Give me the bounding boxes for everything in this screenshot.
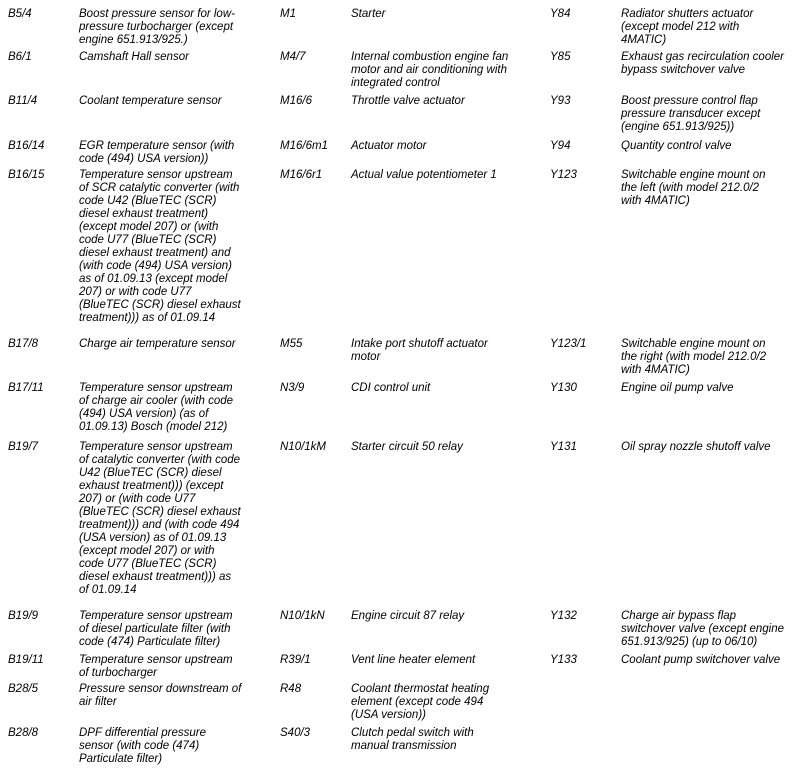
legend-code: Y93 [550, 95, 571, 107]
legend-code: M16/6m1 [280, 140, 328, 152]
legend-description: Temperature sensor upstream of turbocharger [79, 654, 233, 679]
legend-code: Y123/1 [550, 338, 587, 350]
legend-description: Coolant pump switchover valve [621, 654, 781, 666]
legend-description: Oil spray nozzle shutoff valve [621, 441, 771, 453]
legend-description: EGR temperature sensor (with code (494) USA version)) [79, 140, 235, 165]
legend-description: Actual value potentiometer 1 [351, 169, 497, 181]
legend-code: Y132 [550, 610, 577, 622]
legend-code: B19/9 [8, 610, 39, 622]
legend-code: B17/11 [8, 382, 44, 394]
legend-code: M55 [280, 338, 303, 350]
legend-description: Internal combustion engine fan motor and air conditioning with integrated control [351, 51, 509, 89]
legend-code: M16/6 [280, 95, 312, 107]
legend-description: Engine oil pump valve [621, 382, 734, 394]
legend-description: Switchable engine mount on the left (with model 212.0/2 with 4MATIC) [621, 169, 766, 207]
legend-code: Y131 [550, 441, 577, 453]
legend-code: Y133 [550, 654, 577, 666]
legend-description: Temperature sensor upstream of SCR catalytic converter (with code U42 (BlueTEC (SCR) diesel exhaust treatment) (except model 207) or (with code U77 (BlueTEC (SCR) diesel exhaust treatment) and (with code (494) USA version) as of 01.09.13 (except model 207) or with code U77 (BlueTEC (SCR) diesel exhaust treatment))) as of 01.09.14 [79, 169, 241, 324]
legend-description: Exhaust gas recirculation cooler bypass switchover valve [621, 51, 784, 76]
legend-code: Y85 [550, 51, 571, 63]
legend-description: Temperature sensor upstream of diesel particulate filter (with code (474) Particulate filter) [79, 610, 233, 648]
legend-description: Switchable engine mount on the right (with model 212.0/2 with 4MATIC) [621, 338, 767, 376]
legend-description: Coolant temperature sensor [79, 95, 222, 107]
legend-code: B17/8 [8, 338, 39, 350]
legend-description: Charge air bypass flap switchover valve (except engine 651.913/925) (up to 06/10) [621, 610, 784, 648]
legend-description: Pressure sensor downstream of air filter [79, 683, 242, 708]
legend-description: Quantity control valve [621, 140, 732, 152]
legend-description: Starter [351, 8, 386, 20]
legend-description: Charge air temperature sensor [79, 338, 236, 350]
legend-description: Clutch pedal switch with manual transmission [351, 727, 474, 752]
legend-description: Boost pressure sensor for low- pressure turbocharger (except engine 651.913/925.) [79, 8, 235, 46]
legend-code: M1 [280, 8, 296, 20]
legend-description: Throttle valve actuator [351, 95, 465, 107]
legend-code: B28/5 [8, 683, 39, 695]
legend-code: R39/1 [280, 654, 311, 666]
legend-code: R48 [280, 683, 302, 695]
legend-code: B6/1 [8, 51, 32, 63]
legend-description: Actuator motor [351, 140, 427, 152]
legend-code: M16/6r1 [280, 169, 323, 181]
legend-description: Temperature sensor upstream of charge air cooler (with code (494) USA version) (as of 01.09.13) Bosch (model 212) [79, 382, 234, 433]
legend-code: B5/4 [8, 8, 32, 20]
legend-code: Y123 [550, 169, 577, 181]
legend-code: B19/11 [8, 654, 44, 666]
legend-code: Y84 [550, 8, 571, 20]
legend-description: Vent line heater element [351, 654, 476, 666]
legend-description: Starter circuit 50 relay [351, 441, 463, 453]
legend-description: Temperature sensor upstream of catalytic converter (with code U42 (BlueTEC (SCR) diesel exhaust treatment))) (except 207) or (with code U77 (BlueTEC (SCR) diesel exhaust treatment))) and (with code 494 (USA version) as of 01.09.13 (except model 207) or with code U77 (BlueTEC (SCR) diesel exhaust treatment))) as of 01.09.14 [79, 441, 241, 596]
legend-description: CDI control unit [351, 382, 431, 394]
legend-code: B11/4 [8, 95, 38, 107]
legend-code: B16/14 [8, 140, 45, 152]
legend-description: DPF differential pressure sensor (with code (474) Particulate filter) [79, 727, 206, 765]
legend-description: Coolant thermostat heating element (except code 494 (USA version)) [351, 683, 490, 721]
legend-code: N3/9 [280, 382, 305, 394]
legend-description: Radiator shutters actuator (except model 212 with 4MATIC) [621, 8, 754, 46]
legend-code: Y130 [550, 382, 577, 394]
legend-code: Y94 [550, 140, 571, 152]
legend-code: B19/7 [8, 441, 39, 453]
legend-code: M4/7 [280, 51, 306, 63]
legend-description: Boost pressure control flap pressure transducer except (engine 651.913/925)) [621, 95, 761, 133]
legend-code: N10/1kN [280, 610, 325, 622]
legend-code: N10/1kM [280, 441, 327, 453]
legend-code: S40/3 [280, 727, 311, 739]
legend-description: Engine circuit 87 relay [351, 610, 465, 622]
legend-code: B16/15 [8, 169, 45, 181]
legend-description: Camshaft Hall sensor [79, 51, 189, 63]
legend-code: B28/8 [8, 727, 39, 739]
legend-description: Intake port shutoff actuator motor [351, 338, 488, 363]
